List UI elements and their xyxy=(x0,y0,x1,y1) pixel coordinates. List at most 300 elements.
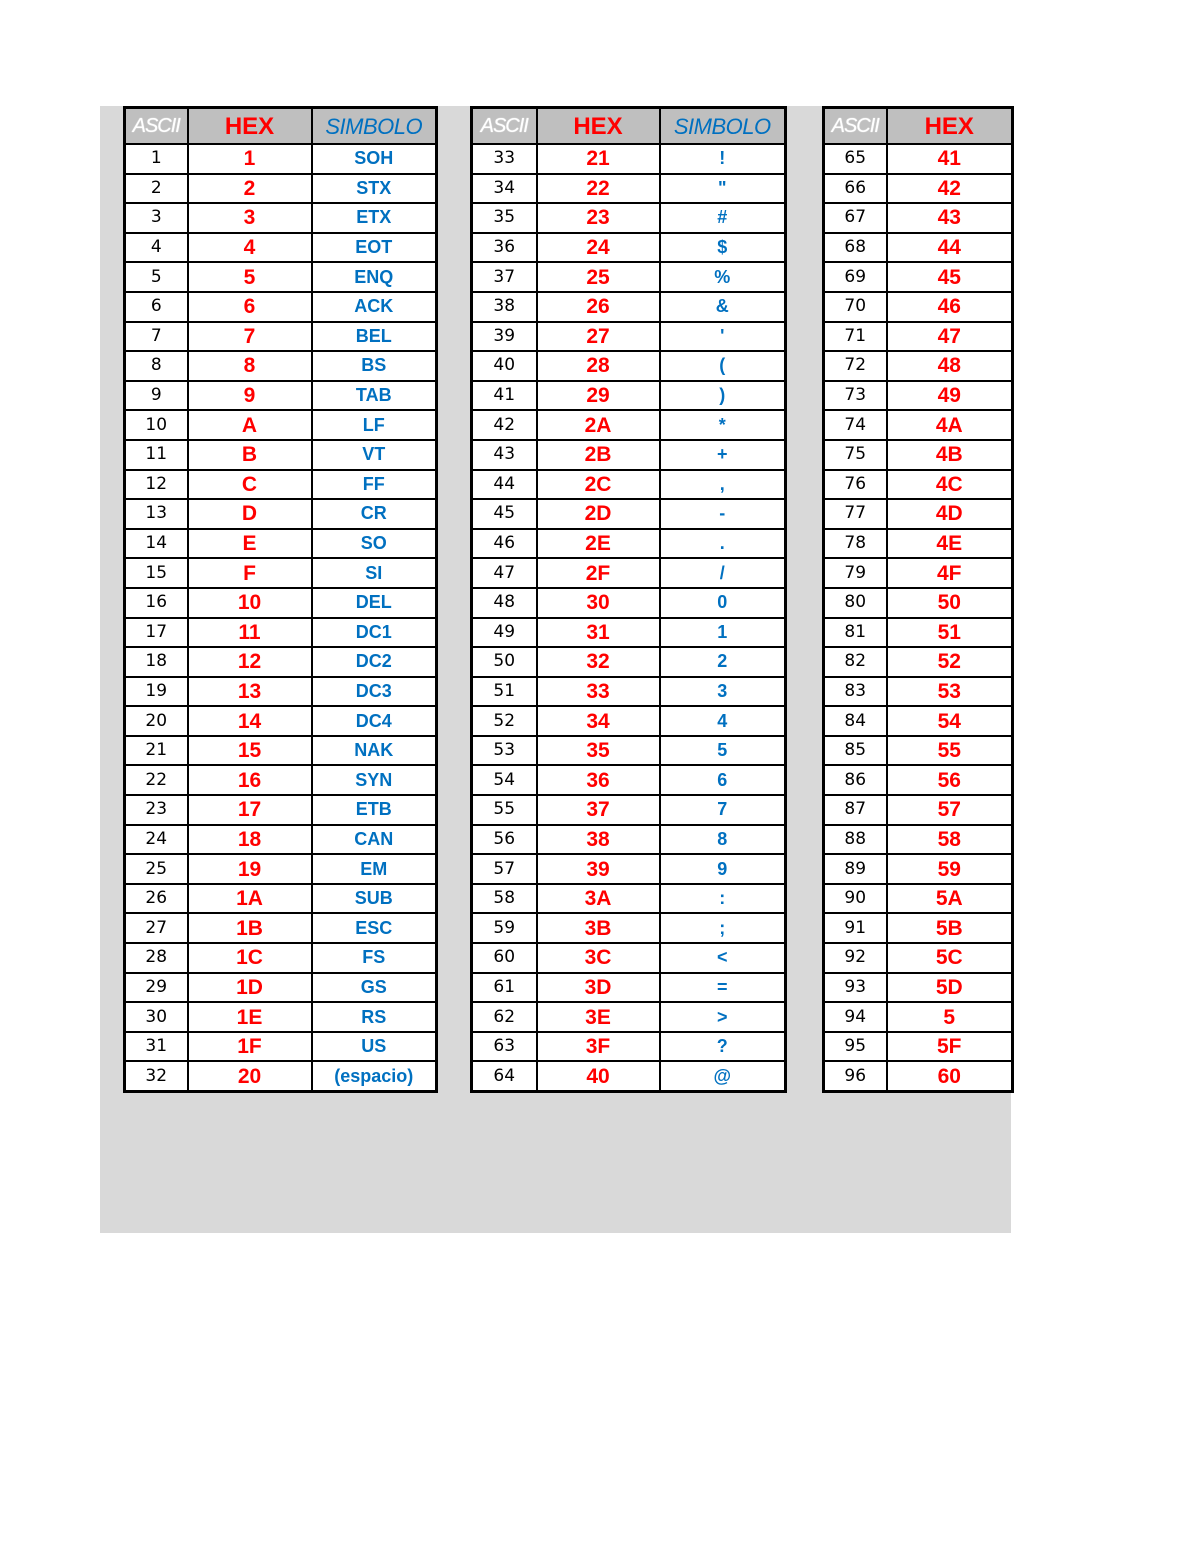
ascii-code-cell: 71 xyxy=(824,322,887,352)
table-row xyxy=(824,381,1013,411)
hex-code-cell: 23 xyxy=(537,203,660,233)
hex-code-cell: 15 xyxy=(188,736,312,766)
table-row xyxy=(824,736,1013,766)
table-row xyxy=(472,529,786,559)
table-row xyxy=(824,825,1013,855)
ascii-code-cell: 59 xyxy=(472,913,537,943)
symbol-cell: > xyxy=(660,1002,786,1032)
table-row xyxy=(125,558,437,588)
symbol-cell: 0 xyxy=(660,588,786,618)
hex-code-cell: 5D xyxy=(887,973,1013,1003)
hex-code-cell: 1C xyxy=(188,943,312,973)
hex-code-cell: 27 xyxy=(537,322,660,352)
table-row xyxy=(824,943,1013,973)
ascii-code-cell: 17 xyxy=(125,618,188,648)
hex-code-cell: 11 xyxy=(188,618,312,648)
table-row xyxy=(824,410,1013,440)
ascii-code-cell: 66 xyxy=(824,174,887,204)
table-row xyxy=(472,381,786,411)
symbol-cell: SYN xyxy=(312,765,437,795)
hex-code-cell: 56 xyxy=(887,765,1013,795)
table-row xyxy=(472,795,786,825)
header-hex: HEX xyxy=(887,108,1013,145)
hex-code-cell: 21 xyxy=(537,144,660,174)
ascii-code-cell: 19 xyxy=(125,677,188,707)
ascii-table-2 xyxy=(470,106,787,1093)
table-row xyxy=(125,529,437,559)
ascii-code-cell: 89 xyxy=(824,854,887,884)
ascii-code-cell: 26 xyxy=(125,884,188,914)
hex-code-cell: 7 xyxy=(188,322,312,352)
hex-code-cell: 28 xyxy=(537,351,660,381)
hex-code-cell: 54 xyxy=(887,706,1013,736)
table-row xyxy=(125,736,437,766)
ascii-code-cell: 34 xyxy=(472,174,537,204)
symbol-cell: GS xyxy=(312,973,437,1003)
ascii-code-cell: 75 xyxy=(824,440,887,470)
ascii-code-cell: 30 xyxy=(125,1002,188,1032)
hex-code-cell: 2D xyxy=(537,499,660,529)
symbol-cell: LF xyxy=(312,410,437,440)
table-row xyxy=(125,647,437,677)
table-row xyxy=(824,558,1013,588)
ascii-code-cell: 90 xyxy=(824,884,887,914)
hex-code-cell: 3D xyxy=(537,973,660,1003)
symbol-cell: 6 xyxy=(660,765,786,795)
ascii-code-cell: 78 xyxy=(824,529,887,559)
ascii-code-cell: 23 xyxy=(125,795,188,825)
ascii-code-cell: 29 xyxy=(125,973,188,1003)
ascii-code-cell: 6 xyxy=(125,292,188,322)
hex-code-cell: E xyxy=(188,529,312,559)
hex-code-cell: 24 xyxy=(537,233,660,263)
ascii-code-cell: 2 xyxy=(125,174,188,204)
symbol-cell: STX xyxy=(312,174,437,204)
table-row xyxy=(472,618,786,648)
ascii-code-cell: 63 xyxy=(472,1032,537,1062)
table-row xyxy=(125,410,437,440)
table-row xyxy=(472,943,786,973)
hex-code-cell: 32 xyxy=(537,647,660,677)
ascii-code-cell: 96 xyxy=(824,1061,887,1091)
symbol-cell: SUB xyxy=(312,884,437,914)
hex-code-cell: 14 xyxy=(188,706,312,736)
table-row xyxy=(824,1002,1013,1032)
table-row xyxy=(125,973,437,1003)
symbol-cell: + xyxy=(660,440,786,470)
symbol-cell: 8 xyxy=(660,825,786,855)
hex-code-cell: 20 xyxy=(188,1061,312,1091)
hex-code-cell: 33 xyxy=(537,677,660,707)
symbol-cell: ENQ xyxy=(312,262,437,292)
table-body xyxy=(125,144,437,1092)
table-row xyxy=(125,262,437,292)
hex-code-cell: 41 xyxy=(887,144,1013,174)
table-row xyxy=(824,203,1013,233)
ascii-code-cell: 31 xyxy=(125,1032,188,1062)
table-row xyxy=(824,1061,1013,1091)
table-row xyxy=(125,943,437,973)
symbol-cell: = xyxy=(660,973,786,1003)
ascii-code-cell: 15 xyxy=(125,558,188,588)
table-row xyxy=(472,1002,786,1032)
ascii-code-cell: 43 xyxy=(472,440,537,470)
header-ascii: ASCII xyxy=(472,108,537,145)
ascii-code-cell: 3 xyxy=(125,203,188,233)
hex-code-cell: 52 xyxy=(887,647,1013,677)
ascii-code-cell: 83 xyxy=(824,677,887,707)
ascii-code-cell: 72 xyxy=(824,351,887,381)
symbol-cell: : xyxy=(660,884,786,914)
symbol-cell: < xyxy=(660,943,786,973)
ascii-code-cell: 65 xyxy=(824,144,887,174)
ascii-code-cell: 14 xyxy=(125,529,188,559)
symbol-cell: BS xyxy=(312,351,437,381)
symbol-cell: FS xyxy=(312,943,437,973)
hex-code-cell: 1D xyxy=(188,973,312,1003)
table-row xyxy=(472,588,786,618)
table-row xyxy=(472,706,786,736)
hex-code-cell: 10 xyxy=(188,588,312,618)
symbol-cell: DC3 xyxy=(312,677,437,707)
table-row xyxy=(472,973,786,1003)
hex-code-cell: 49 xyxy=(887,381,1013,411)
symbol-cell: ? xyxy=(660,1032,786,1062)
hex-code-cell: 18 xyxy=(188,825,312,855)
hex-code-cell: 60 xyxy=(887,1061,1013,1091)
ascii-code-cell: 33 xyxy=(472,144,537,174)
symbol-cell: ( xyxy=(660,351,786,381)
table-row xyxy=(824,1032,1013,1062)
ascii-code-cell: 20 xyxy=(125,706,188,736)
table-row xyxy=(824,647,1013,677)
hex-code-cell: 5 xyxy=(188,262,312,292)
ascii-code-cell: 95 xyxy=(824,1032,887,1062)
hex-code-cell: D xyxy=(188,499,312,529)
ascii-code-cell: 13 xyxy=(125,499,188,529)
ascii-code-cell: 49 xyxy=(472,618,537,648)
symbol-cell: ETB xyxy=(312,795,437,825)
ascii-code-cell: 67 xyxy=(824,203,887,233)
ascii-code-cell: 22 xyxy=(125,765,188,795)
symbol-cell: 3 xyxy=(660,677,786,707)
ascii-code-cell: 44 xyxy=(472,470,537,500)
ascii-code-cell: 5 xyxy=(125,262,188,292)
ascii-code-cell: 69 xyxy=(824,262,887,292)
hex-code-cell: 5 xyxy=(887,1002,1013,1032)
hex-code-cell: 5A xyxy=(887,884,1013,914)
table-row xyxy=(824,913,1013,943)
table-row xyxy=(472,470,786,500)
ascii-code-cell: 42 xyxy=(472,410,537,440)
hex-code-cell: 30 xyxy=(537,588,660,618)
hex-code-cell: A xyxy=(188,410,312,440)
ascii-code-cell: 12 xyxy=(125,470,188,500)
ascii-code-cell: 21 xyxy=(125,736,188,766)
hex-code-cell: 35 xyxy=(537,736,660,766)
table-row xyxy=(472,736,786,766)
hex-code-cell: F xyxy=(188,558,312,588)
symbol-cell: & xyxy=(660,292,786,322)
table-row xyxy=(824,795,1013,825)
ascii-code-cell: 81 xyxy=(824,618,887,648)
hex-code-cell: 43 xyxy=(887,203,1013,233)
symbol-cell: . xyxy=(660,529,786,559)
header-symbol: SIMBOLO xyxy=(312,108,437,145)
symbol-cell: VT xyxy=(312,440,437,470)
hex-code-cell: 29 xyxy=(537,381,660,411)
symbol-cell: RS xyxy=(312,1002,437,1032)
hex-code-cell: 40 xyxy=(537,1061,660,1091)
symbol-cell: SI xyxy=(312,558,437,588)
hex-code-cell: 46 xyxy=(887,292,1013,322)
ascii-code-cell: 70 xyxy=(824,292,887,322)
ascii-code-cell: 37 xyxy=(472,262,537,292)
hex-code-cell: 51 xyxy=(887,618,1013,648)
table-body xyxy=(824,144,1013,1092)
table-row xyxy=(824,677,1013,707)
symbol-cell: ; xyxy=(660,913,786,943)
table-row xyxy=(472,410,786,440)
symbol-cell: EOT xyxy=(312,233,437,263)
hex-code-cell: 5B xyxy=(887,913,1013,943)
hex-code-cell: 8 xyxy=(188,351,312,381)
ascii-code-cell: 52 xyxy=(472,706,537,736)
ascii-code-cell: 61 xyxy=(472,973,537,1003)
ascii-code-cell: 62 xyxy=(472,1002,537,1032)
table-row xyxy=(472,884,786,914)
ascii-code-cell: 86 xyxy=(824,765,887,795)
hex-code-cell: 58 xyxy=(887,825,1013,855)
hex-code-cell: 59 xyxy=(887,854,1013,884)
ascii-table-1 xyxy=(123,106,438,1093)
symbol-cell: % xyxy=(660,262,786,292)
hex-code-cell: 2A xyxy=(537,410,660,440)
symbol-cell: ! xyxy=(660,144,786,174)
ascii-code-cell: 35 xyxy=(472,203,537,233)
symbol-cell: FF xyxy=(312,470,437,500)
ascii-code-cell: 40 xyxy=(472,351,537,381)
symbol-cell: DC4 xyxy=(312,706,437,736)
symbol-cell: / xyxy=(660,558,786,588)
table-row xyxy=(472,558,786,588)
symbol-cell: DEL xyxy=(312,588,437,618)
ascii-code-cell: 1 xyxy=(125,144,188,174)
symbol-cell: , xyxy=(660,470,786,500)
ascii-code-cell: 32 xyxy=(125,1061,188,1091)
hex-code-cell: 3E xyxy=(537,1002,660,1032)
ascii-code-cell: 28 xyxy=(125,943,188,973)
hex-code-cell: 53 xyxy=(887,677,1013,707)
ascii-code-cell: 91 xyxy=(824,913,887,943)
table-row xyxy=(824,262,1013,292)
symbol-cell: 9 xyxy=(660,854,786,884)
table-row xyxy=(472,262,786,292)
symbol-cell: ' xyxy=(660,322,786,352)
table-row xyxy=(125,351,437,381)
header-hex: HEX xyxy=(537,108,660,145)
hex-code-cell: 17 xyxy=(188,795,312,825)
ascii-table-3 xyxy=(822,106,1014,1093)
table-row xyxy=(125,203,437,233)
hex-code-cell: 2B xyxy=(537,440,660,470)
ascii-code-cell: 8 xyxy=(125,351,188,381)
ascii-code-cell: 68 xyxy=(824,233,887,263)
table-row xyxy=(125,1032,437,1062)
table-row xyxy=(472,292,786,322)
symbol-cell: # xyxy=(660,203,786,233)
symbol-cell: EM xyxy=(312,854,437,884)
hex-code-cell: 4C xyxy=(887,470,1013,500)
table-row xyxy=(824,499,1013,529)
hex-code-cell: 4D xyxy=(887,499,1013,529)
ascii-code-cell: 4 xyxy=(125,233,188,263)
header-ascii: ASCII xyxy=(824,108,887,145)
table-row xyxy=(824,470,1013,500)
symbol-cell: SO xyxy=(312,529,437,559)
ascii-code-cell: 46 xyxy=(472,529,537,559)
symbol-cell: NAK xyxy=(312,736,437,766)
table-row xyxy=(125,174,437,204)
hex-code-cell: 47 xyxy=(887,322,1013,352)
symbol-cell: 1 xyxy=(660,618,786,648)
table-row xyxy=(125,765,437,795)
symbol-cell: US xyxy=(312,1032,437,1062)
table-row xyxy=(824,440,1013,470)
hex-code-cell: 34 xyxy=(537,706,660,736)
table-row xyxy=(125,913,437,943)
ascii-code-cell: 24 xyxy=(125,825,188,855)
table-row xyxy=(472,913,786,943)
ascii-code-cell: 77 xyxy=(824,499,887,529)
hex-code-cell: 37 xyxy=(537,795,660,825)
table-row xyxy=(125,884,437,914)
hex-code-cell: 3 xyxy=(188,203,312,233)
table-row xyxy=(125,144,437,174)
symbol-cell: 5 xyxy=(660,736,786,766)
table-row xyxy=(824,174,1013,204)
symbol-cell: CR xyxy=(312,499,437,529)
ascii-code-cell: 25 xyxy=(125,854,188,884)
symbol-cell: ACK xyxy=(312,292,437,322)
hex-code-cell: 1F xyxy=(188,1032,312,1062)
ascii-code-cell: 48 xyxy=(472,588,537,618)
hex-code-cell: 45 xyxy=(887,262,1013,292)
ascii-code-cell: 64 xyxy=(472,1061,537,1091)
ascii-code-cell: 80 xyxy=(824,588,887,618)
ascii-code-cell: 84 xyxy=(824,706,887,736)
ascii-code-cell: 54 xyxy=(472,765,537,795)
table-row xyxy=(824,618,1013,648)
ascii-code-cell: 47 xyxy=(472,558,537,588)
symbol-cell: DC2 xyxy=(312,647,437,677)
hex-code-cell: 44 xyxy=(887,233,1013,263)
table-row xyxy=(472,1032,786,1062)
hex-code-cell: 9 xyxy=(188,381,312,411)
hex-code-cell: 4F xyxy=(887,558,1013,588)
ascii-code-cell: 79 xyxy=(824,558,887,588)
table-row xyxy=(824,884,1013,914)
header-hex: HEX xyxy=(188,108,312,145)
ascii-code-cell: 55 xyxy=(472,795,537,825)
symbol-cell: @ xyxy=(660,1061,786,1091)
ascii-code-cell: 50 xyxy=(472,647,537,677)
ascii-code-cell: 38 xyxy=(472,292,537,322)
hex-code-cell: 50 xyxy=(887,588,1013,618)
table-row xyxy=(472,351,786,381)
symbol-cell: 2 xyxy=(660,647,786,677)
table-row xyxy=(125,795,437,825)
table-row xyxy=(125,470,437,500)
table-row xyxy=(125,854,437,884)
ascii-code-cell: 39 xyxy=(472,322,537,352)
hex-code-cell: 2 xyxy=(188,174,312,204)
symbol-cell: ETX xyxy=(312,203,437,233)
symbol-cell: ESC xyxy=(312,913,437,943)
symbol-cell: * xyxy=(660,410,786,440)
symbol-cell: 4 xyxy=(660,706,786,736)
table-row xyxy=(125,233,437,263)
table-row xyxy=(125,381,437,411)
ascii-code-cell: 87 xyxy=(824,795,887,825)
hex-code-cell: 6 xyxy=(188,292,312,322)
ascii-code-cell: 16 xyxy=(125,588,188,618)
hex-code-cell: 4 xyxy=(188,233,312,263)
hex-code-cell: 1B xyxy=(188,913,312,943)
hex-code-cell: 38 xyxy=(537,825,660,855)
table-row xyxy=(824,765,1013,795)
hex-code-cell: 1A xyxy=(188,884,312,914)
header-ascii: ASCII xyxy=(125,108,188,145)
symbol-cell: - xyxy=(660,499,786,529)
ascii-code-cell: 7 xyxy=(125,322,188,352)
ascii-code-cell: 41 xyxy=(472,381,537,411)
hex-code-cell: 4A xyxy=(887,410,1013,440)
table-row xyxy=(125,292,437,322)
ascii-code-cell: 36 xyxy=(472,233,537,263)
table-row xyxy=(472,144,786,174)
hex-code-cell: 48 xyxy=(887,351,1013,381)
table-row xyxy=(125,588,437,618)
table-row xyxy=(472,322,786,352)
symbol-cell: DC1 xyxy=(312,618,437,648)
table-row xyxy=(125,499,437,529)
table-row xyxy=(824,292,1013,322)
table-body xyxy=(472,144,786,1092)
table-row xyxy=(472,1061,786,1091)
ascii-code-cell: 76 xyxy=(824,470,887,500)
symbol-cell: SOH xyxy=(312,144,437,174)
table-row xyxy=(824,322,1013,352)
table-row xyxy=(824,588,1013,618)
hex-code-cell: 2F xyxy=(537,558,660,588)
ascii-code-cell: 94 xyxy=(824,1002,887,1032)
hex-code-cell: 55 xyxy=(887,736,1013,766)
hex-code-cell: 4B xyxy=(887,440,1013,470)
table-row xyxy=(125,825,437,855)
hex-code-cell: 19 xyxy=(188,854,312,884)
ascii-code-cell: 73 xyxy=(824,381,887,411)
table-row xyxy=(824,529,1013,559)
symbol-cell: " xyxy=(660,174,786,204)
ascii-code-cell: 56 xyxy=(472,825,537,855)
hex-code-cell: 16 xyxy=(188,765,312,795)
table-row xyxy=(125,1061,437,1091)
hex-code-cell: 42 xyxy=(887,174,1013,204)
ascii-code-cell: 58 xyxy=(472,884,537,914)
table-row xyxy=(824,706,1013,736)
hex-code-cell: 25 xyxy=(537,262,660,292)
